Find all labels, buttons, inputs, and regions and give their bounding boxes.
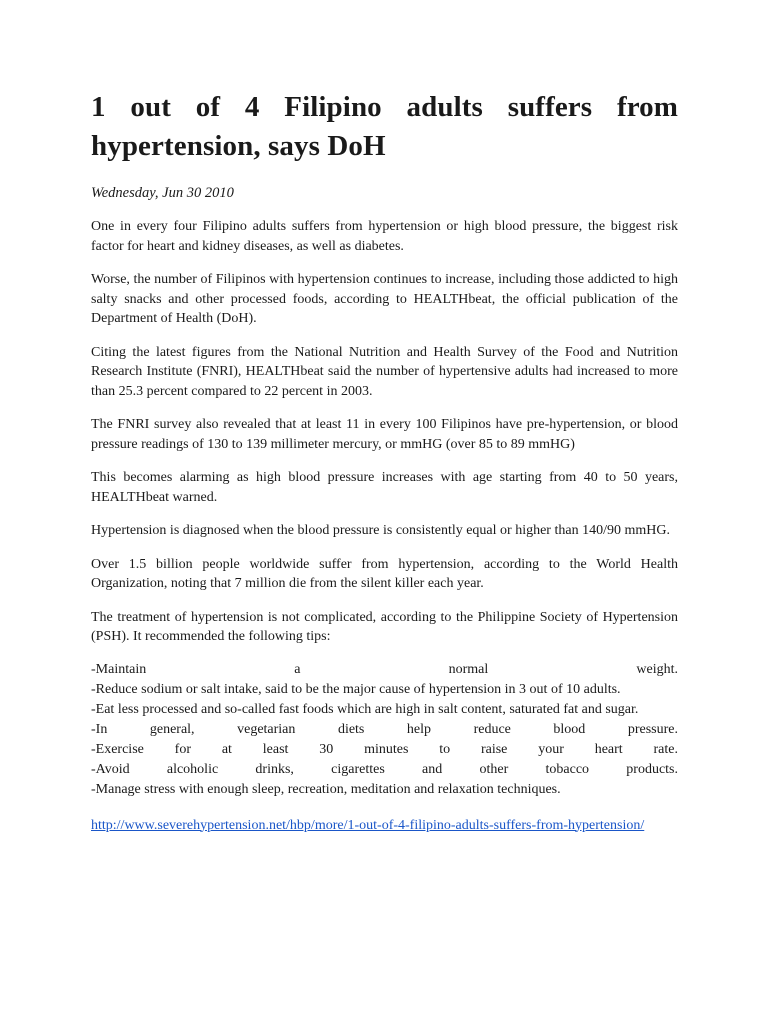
tip-item: -In general, vegetarian diets help reduce blood pressure. — [91, 721, 678, 737]
tip-item: -Exercise for at least 30 minutes to raise your heart rate. — [91, 741, 678, 757]
article-paragraph: One in every four Filipino adults suffers from hypertension or high blood pressure, the biggest risk factor for heart and kidney diseases, as well as diabetes. — [91, 219, 678, 254]
article-paragraph: Hypertension is diagnosed when the blood pressure is consistently equal or higher than 140/90 mmHG. — [91, 523, 670, 538]
source-link-block — [91, 816, 678, 836]
article-paragraph: Citing the latest figures from the National Nutrition and Health Survey of the Food and Nutrition Research Institute (FNRI), HEALTHbeat said the number of hypertensive adults had increased to more than 25.3 percent compared to 22 percent in 2003. — [91, 344, 678, 399]
tip-item: -Eat less processed and so-called fast foods which are high in salt content, saturated fat and sugar. — [91, 701, 639, 717]
article-paragraph: Over 1.5 billion people worldwide suffer from hypertension, according to the World Health Organization, noting that 7 million die from the silent killer each year. — [91, 556, 678, 591]
tip-item: -Reduce sodium or salt intake, said to be the major cause of hypertension in 3 out of 10 adults. — [91, 681, 621, 697]
article-paragraph: The treatment of hypertension is not complicated, according to the Philippine Society of Hypertension (PSH). It recommended the following tips: — [91, 609, 678, 644]
article-paragraph: This becomes alarming as high blood pressure increases with age starting from 40 to 50 years, HEALTHbeat warned. — [91, 470, 678, 505]
tip-item: -Manage stress with enough sleep, recreation, meditation and relaxation techniques. — [91, 781, 561, 797]
source-link[interactable]: http://www.severehypertension.net/hbp/more/1-out-of-4-filipino-adults-suffers-from-hypertension/ — [91, 817, 645, 833]
article-paragraph: Worse, the number of Filipinos with hypertension continues to increase, including those addicted to high salty snacks and other processed foods, according to HEALTHbeat, the official publication of the Department of Health (DoH). — [91, 272, 678, 326]
tips-list — [91, 660, 678, 800]
article-title: 1 out of 4 Filipino adults suffers from hypertension, says DoH — [91, 91, 678, 162]
article-date: Wednesday, Jun 30 2010 — [91, 185, 234, 201]
article-paragraph: The FNRI survey also revealed that at least 11 in every 100 Filipinos have pre-hypertension, or blood pressure readings of 130 to 139 millimeter mercury, or mmHG (over 85 to 89 mmHG) — [91, 417, 678, 452]
tip-item: -Avoid alcoholic drinks, cigarettes and other tobacco products. — [91, 761, 678, 777]
tip-item: -Maintain a normal weight. — [91, 661, 678, 677]
